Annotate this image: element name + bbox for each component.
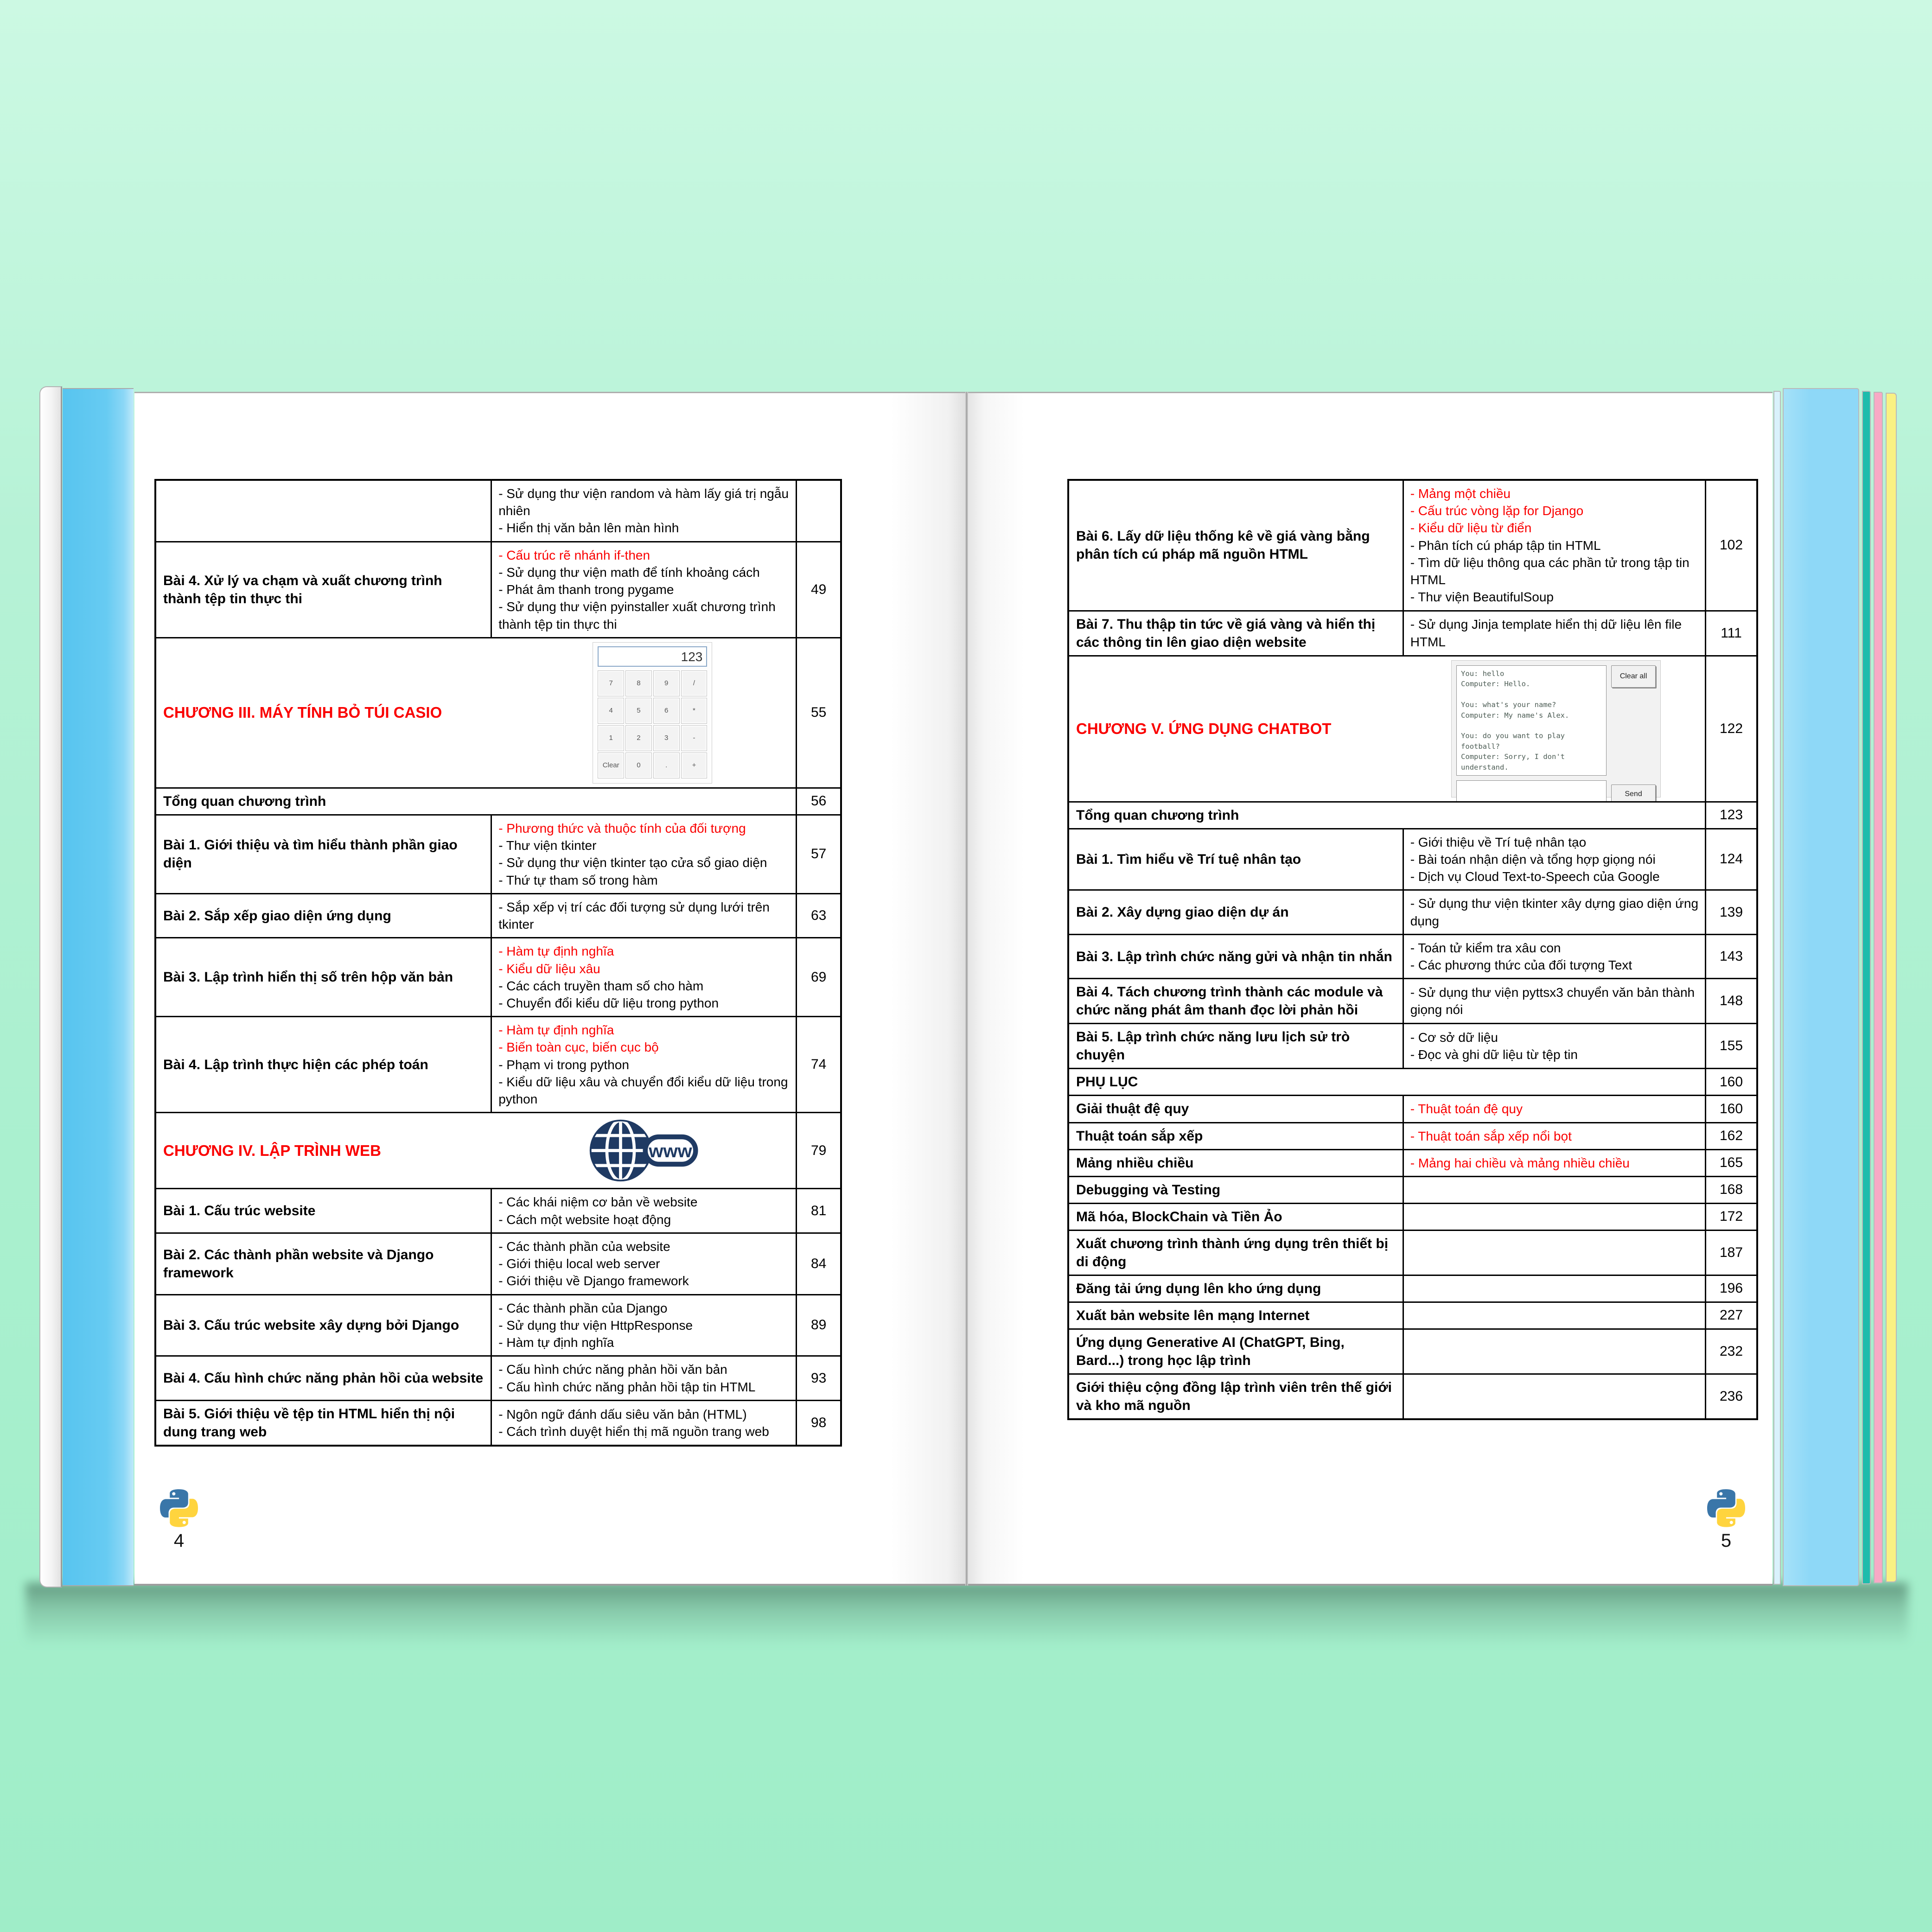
toc-page-cell: 236 [1706,1374,1757,1419]
toc-detail-line: - Phạm vi trong python [498,1057,629,1072]
toc-details-cell [1403,890,1705,934]
toc-detail-line: - Các thành phần của Django [498,1301,668,1315]
toc-detail-line: - Sử dụng thư viện pyinstaller xuất chương trình thành tệp tin thực thi [498,599,776,631]
toc-title-cell: Xuất bản website lên mạng Internet [1068,1302,1403,1329]
toc-details-cell [491,542,797,638]
calculator-key: 7 [598,670,624,696]
toc-title-cell: Mảng nhiều chiều [1068,1149,1403,1176]
toc-title-cell: Bài 3. Cấu trúc website xây dựng bởi Django [155,1294,491,1356]
toc-page-cell: 55 [797,638,841,788]
toc-row [1068,1149,1757,1176]
right-page [968,392,1773,1586]
toc-page-cell: 232 [1706,1329,1757,1374]
chatbot-screenshot [1451,660,1661,797]
toc-row [1068,656,1757,802]
toc-table-right [1067,479,1758,1420]
toc-row [1068,611,1757,656]
toc-detail-line: - Các cách truyền tham số cho hàm [498,978,704,993]
toc-page-cell: 155 [1706,1024,1757,1069]
toc-title-cell [155,480,491,542]
chat-line: You: hello [1461,669,1505,678]
left-page-footer [147,1489,211,1551]
toc-row [1068,1024,1757,1069]
toc-page-cell: 124 [1706,829,1757,890]
toc-details-cell [1403,979,1705,1024]
toc-detail-line: - Phát âm thanh trong pygame [498,582,674,597]
chat-line: Computer: My name's Alex. [1461,711,1569,720]
toc-row [1068,1329,1757,1374]
toc-detail-line: - Mảng một chiều [1410,486,1511,501]
toc-page-cell: 63 [797,893,841,937]
toc-detail-line: - Cách một website hoạt động [498,1212,671,1227]
toc-page-cell: 162 [1706,1122,1757,1149]
toc-detail-line: - Cơ sở dữ liệu [1410,1030,1498,1045]
toc-detail-line: - Sắp xếp vị trí các đối tượng sử dụng lưới trên tkinter [498,899,770,932]
left-page [134,392,965,1586]
toc-details-cell [1403,611,1705,656]
right-edge-yellow [1886,393,1897,1582]
toc-page-cell [797,480,841,542]
toc-detail-line: - Tìm dữ liệu thông qua các phần tử trong tập tin HTML [1410,555,1690,587]
toc-page-cell: 143 [1706,934,1757,978]
toc-detail-line: - Cấu hình chức năng phản hồi tập tin HTML [498,1379,756,1394]
toc-detail-line: - Sử dụng thư viện math để tính khoảng cách [498,565,760,580]
toc-page-cell: 139 [1706,890,1757,934]
right-page-footer [1694,1489,1759,1551]
toc-row [155,542,841,638]
book-shadow [26,1583,1908,1645]
toc-detail-line: - Cấu trúc vòng lặp for Django [1410,504,1584,518]
toc-detail-line: - Kiểu dữ liệu xâu và chuyển đổi kiểu dữ liệu trong python [498,1074,788,1107]
calculator-key: 5 [625,698,652,724]
toc-page-cell: 79 [797,1113,841,1189]
toc-row [155,480,841,542]
toc-title-cell: Bài 4. Xử lý va chạm và xuất chương trình thành tệp tin thực thi [155,542,491,638]
calculator-key: 0 [625,752,652,778]
toc-row [1068,1374,1757,1419]
toc-title-cell: Bài 5. Giới thiệu về tệp tin HTML hiển thị nội dung trang web [155,1400,491,1446]
toc-page-cell: 102 [1706,480,1757,611]
toc-row [1068,829,1757,890]
calculator-key: / [681,670,708,696]
toc-details-cell [491,893,797,937]
book-spread [39,392,1896,1586]
toc-row [1068,802,1757,829]
toc-row [1068,1069,1757,1096]
toc-details-cell [1403,1203,1705,1230]
toc-title-cell: Bài 1. Tìm hiểu về Trí tuệ nhân tạo [1068,829,1403,890]
toc-page-cell: 160 [1706,1096,1757,1122]
toc-row [155,1189,841,1233]
toc-page-cell: 69 [797,938,841,1017]
toc-row [155,1233,841,1294]
toc-detail-line: - Hàm tự định nghĩa [498,1023,614,1038]
python-logo-icon [160,1521,198,1529]
calculator-display: 123 [598,646,707,667]
toc-detail-line: - Cấu trúc rẽ nhánh if-then [498,548,650,562]
toc-title-cell: Giới thiệu cộng đồng lập trình viên trên thế giới và kho mã nguồn [1068,1374,1403,1419]
toc-row [155,788,841,815]
calculator-key: Clear [598,752,624,778]
toc-row [155,638,841,788]
toc-details-cell [1403,1096,1705,1122]
chapter-title: CHƯƠNG III. MÁY TÍNH BỎ TÚI CASIO [163,704,442,721]
calculator-key: 3 [653,725,680,751]
chapter-art [593,642,712,784]
calculator-key: + [681,752,708,778]
toc-details-cell [1403,480,1705,611]
toc-page-cell: 168 [1706,1176,1757,1203]
toc-details-cell [491,1400,797,1446]
toc-page-cell: 93 [797,1356,841,1400]
toc-title-cell: Bài 5. Lập trình chức năng lưu lịch sử trò chuyện [1068,1024,1403,1069]
right-edge-lightblue [1773,391,1781,1585]
toc-page-cell: 74 [797,1017,841,1113]
toc-detail-line: - Hiển thị văn bản lên màn hình [498,521,679,536]
toc-page-cell: 56 [797,788,841,815]
calculator-screenshot [593,642,712,784]
toc-details-cell [1403,1275,1705,1302]
toc-details-cell [1403,1302,1705,1329]
toc-detail-line: - Giới thiệu về Django framework [498,1274,689,1288]
chat-input-field [1456,780,1607,802]
toc-detail-line: - Ngôn ngữ đánh dấu siêu văn bản (HTML) [498,1407,747,1422]
toc-row [1068,979,1757,1024]
toc-detail-line: - Thuật toán đệ quy [1410,1102,1523,1116]
toc-detail-line: - Đọc và ghi dữ liệu từ tệp tin [1410,1047,1578,1062]
right-edge-blue [1783,388,1859,1586]
toc-detail-line: - Các thành phần của website [498,1239,670,1254]
toc-details-cell [1403,1329,1705,1374]
toc-detail-line: - Sử dụng thư viện random và hàm lấy giá trị ngẫu nhiên [498,486,789,518]
toc-title-cell: Bài 2. Sắp xếp giao diện ứng dụng [155,893,491,937]
chapter-title: CHƯƠNG IV. LẬP TRÌNH WEB [163,1141,381,1159]
calculator-key: 1 [598,725,624,751]
toc-row [1068,480,1757,611]
toc-detail-line: - Sử dụng thư viện tkinter tạo cửa sổ giao diện [498,855,767,870]
toc-detail-line: - Sử dụng thư viện HttpResponse [498,1318,693,1333]
toc-detail-line: - Chuyển đổi kiểu dữ liệu trong python [498,995,719,1010]
toc-details-cell [1403,934,1705,978]
toc-detail-line: - Bài toán nhận diện và tổng hợp giọng nói [1410,852,1656,867]
toc-detail-line: - Hàm tự định nghĩa [498,1335,614,1350]
svg-text:www: www [649,1141,693,1162]
toc-details-cell [1403,1230,1705,1275]
toc-details-cell [491,1356,797,1400]
chapter-title: CHƯƠNG V. ỨNG DỤNG CHATBOT [1076,720,1332,737]
toc-title-cell: Đăng tải ứng dụng lên kho ứng dụng [1068,1275,1403,1302]
calculator-key: - [681,725,708,751]
toc-detail-line: - Cách trình duyệt hiển thị mã nguồn trang web [498,1424,769,1439]
toc-title-cell: Debugging và Testing [1068,1176,1403,1203]
toc-detail-line: - Các phương thức của đối tượng Text [1410,958,1632,973]
calculator-key: 8 [625,670,652,696]
toc-title-cell: Bài 3. Lập trình chức năng gửi và nhận tin nhắn [1068,934,1403,978]
toc-details-cell [1403,1024,1705,1069]
toc-title-cell: Bài 2. Các thành phần website và Django framework [155,1233,491,1294]
toc-detail-line: - Sử dụng thư viện pyttsx3 chuyển văn bản thành giọng nói [1410,985,1695,1017]
chapter-row [1076,660,1698,797]
toc-row [1068,1230,1757,1275]
toc-table-left [154,479,842,1447]
toc-row [1068,1096,1757,1122]
toc-row [155,1113,841,1189]
toc-detail-line: - Phương thức và thuộc tính của đối tượng [498,821,746,835]
calculator-key: 9 [653,670,680,696]
calculator-key: . [653,752,680,778]
toc-detail-line: - Dịch vụ Cloud Text-to-Speech của Google [1410,869,1660,884]
chat-line: Computer: Hello. [1461,680,1530,689]
toc-row [155,815,841,893]
toc-page-cell: 165 [1706,1149,1757,1176]
toc-detail-line: - Hàm tự định nghĩa [498,944,614,959]
toc-row [155,1294,841,1356]
toc-detail-line: - Biến toàn cục, biến cục bộ [498,1040,659,1055]
toc-row [1068,1302,1757,1329]
toc-detail-line: - Phân tích cú pháp tập tin HTML [1410,538,1601,553]
chapter-row [163,1117,789,1184]
clear-all-button: Clear all [1611,665,1656,688]
chat-line [1461,721,1602,731]
page-number: 4 [173,1530,185,1551]
toc-row [155,938,841,1017]
toc-detail-line: - Các khái niệm cơ bản về website [498,1195,698,1210]
toc-page-cell: 122 [1706,656,1757,802]
toc-title-cell: Giải thuật đệ quy [1068,1096,1403,1122]
toc-page-cell: 49 [797,542,841,638]
right-edge-teal [1862,391,1871,1584]
toc-title-cell: Bài 6. Lấy dữ liệu thống kê về giá vàng bằng phân tích cú pháp mã nguồn HTML [1068,480,1403,611]
toc-row [155,1400,841,1446]
toc-title-cell: Bài 4. Cấu hình chức năng phản hồi của website [155,1356,491,1400]
toc-page-cell: 172 [1706,1203,1757,1230]
calculator-key: 6 [653,698,680,724]
toc-details-cell [491,480,797,542]
calculator-key: * [681,698,708,724]
toc-detail-line: - Toán tử kiểm tra xâu con [1410,940,1561,955]
chapter-art [1451,660,1661,797]
toc-title-cell: Mã hóa, BlockChain và Tiền Ảo [1068,1203,1403,1230]
toc-row [1068,1275,1757,1302]
toc-detail-line: - Thư viện tkinter [498,838,597,853]
toc-details-cell [491,815,797,893]
toc-title-cell: Bài 2. Xây dựng giao diện dự án [1068,890,1403,934]
toc-title-cell: Thuật toán sắp xếp [1068,1122,1403,1149]
chat-log [1456,665,1607,776]
toc-details-cell [1403,1149,1705,1176]
right-edge-pink [1874,392,1883,1583]
toc-page-cell: 227 [1706,1302,1757,1329]
toc-detail-line: - Thứ tự tham số trong hàm [498,873,658,887]
toc-detail-line: - Thuật toán sắp xếp nổi bọt [1410,1129,1572,1143]
toc-row [1068,890,1757,934]
toc-details-cell [1403,1122,1705,1149]
toc-page-cell: 196 [1706,1275,1757,1302]
toc-detail-line: - Mảng hai chiều và mảng nhiều chiều [1410,1155,1630,1170]
toc-title-cell: Bài 4. Tách chương trình thành các module và chức năng phát âm thanh đọc lời phản hồi [1068,979,1403,1024]
toc-page-cell: 98 [797,1400,841,1446]
toc-title-cell: Bài 1. Cấu trúc website [155,1189,491,1233]
toc-title-cell: PHỤ LỤC [1068,1069,1706,1096]
toc-row [155,893,841,937]
toc-title-cell: Tổng quan chương trình [155,788,797,815]
chat-line: You: what's your name? [1461,701,1556,709]
chapter-row [163,642,789,784]
toc-row [1068,1203,1757,1230]
page-number: 5 [1721,1530,1732,1551]
send-button: Send [1611,784,1656,802]
toc-page-cell: 187 [1706,1230,1757,1275]
toc-details-cell [1403,829,1705,890]
toc-title-cell: Tổng quan chương trình [1068,802,1706,829]
chapter-cell [1068,656,1706,802]
toc-details-cell [1403,1176,1705,1203]
toc-row [1068,1176,1757,1203]
toc-page-cell: 111 [1706,611,1757,656]
python-logo-icon [1707,1521,1745,1529]
book-cover-edge [39,386,62,1588]
chapter-art [588,1117,698,1184]
toc-detail-line: - Sử dụng Jinja template hiển thị dữ liệu lên file HTML [1410,617,1682,649]
toc-detail-line: - Giới thiệu local web server [498,1256,660,1271]
calculator-key: 4 [598,698,624,724]
toc-details-cell [491,1294,797,1356]
toc-detail-line: - Cấu hình chức năng phản hồi văn bản [498,1362,727,1377]
chat-line [1461,689,1602,700]
toc-details-cell [1403,1374,1705,1419]
toc-details-cell [491,1189,797,1233]
toc-page-cell: 123 [1706,802,1757,829]
calculator-key: 2 [625,725,652,751]
chat-line: Computer: Sorry, I don't understand. [1461,752,1565,772]
toc-details-cell [491,938,797,1017]
chapter-cell [155,1113,797,1189]
toc-row [155,1017,841,1113]
left-page-edge-blue [63,388,134,1586]
chat-line: You: do you want to play football? [1461,732,1565,751]
www-globe-icon [588,1117,698,1184]
toc-title-cell: Bài 1. Giới thiệu và tìm hiểu thành phần giao diện [155,815,491,893]
toc-row [1068,934,1757,978]
toc-page-cell: 160 [1706,1069,1757,1096]
toc-details-cell [491,1017,797,1113]
toc-detail-line: - Sử dụng thư viện tkinter xây dựng giao diện ứng dụng [1410,896,1699,928]
toc-page-cell: 89 [797,1294,841,1356]
chapter-cell [155,638,797,788]
toc-page-cell: 148 [1706,979,1757,1024]
toc-page-cell: 81 [797,1189,841,1233]
toc-detail-line: - Giới thiệu về Trí tuệ nhân tạo [1410,835,1587,849]
toc-title-cell: Bài 4. Lập trình thực hiện các phép toán [155,1017,491,1113]
toc-detail-line: - Thư viện BeautifulSoup [1410,590,1554,605]
toc-row [155,1356,841,1400]
toc-detail-line: - Kiểu dữ liệu từ điển [1410,521,1532,536]
toc-title-cell: Bài 3. Lập trình hiển thị số trên hộp văn bản [155,938,491,1017]
toc-details-cell [491,1233,797,1294]
toc-page-cell: 84 [797,1233,841,1294]
toc-title-cell: Bài 7. Thu thập tin tức về giá vàng và hiển thị các thông tin lên giao diện website [1068,611,1403,656]
toc-detail-line: - Kiểu dữ liệu xâu [498,961,600,976]
toc-page-cell: 57 [797,815,841,893]
toc-title-cell: Ứng dụng Generative AI (ChatGPT, Bing, Bard...) trong học lập trình [1068,1329,1403,1374]
toc-row [1068,1122,1757,1149]
calculator-keypad [598,670,707,778]
toc-title-cell: Xuất chương trình thành ứng dụng trên thiết bị di động [1068,1230,1403,1275]
